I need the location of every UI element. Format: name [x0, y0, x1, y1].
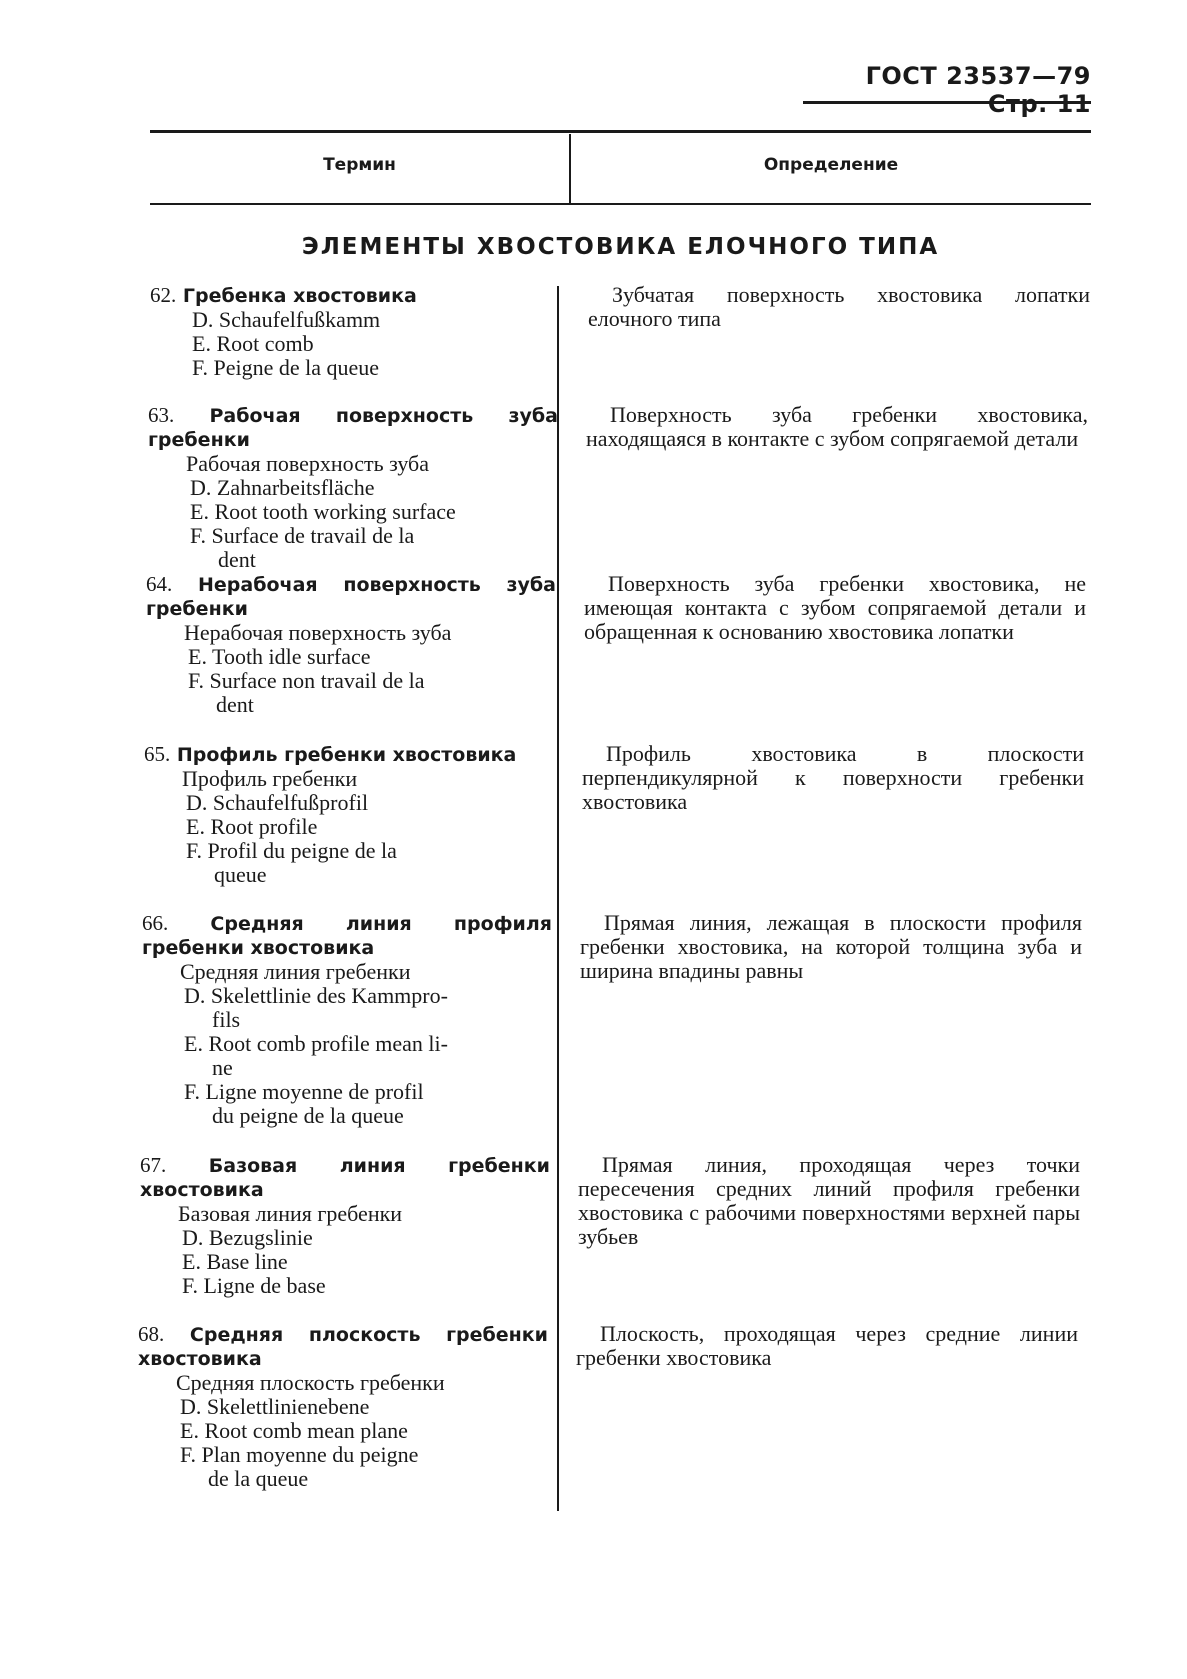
term-line: dent — [218, 547, 256, 572]
term-title: 63. Рабочая поверхность зуба гребенки — [148, 403, 558, 451]
term-line: D. Bezugslinie — [182, 1225, 313, 1250]
term-title: 66. Средняя линия профиля гребенки хвостовика — [142, 911, 552, 959]
term-line: F. Surface non travail de la — [188, 668, 425, 693]
term-definition: Прямая линия, проходящая через точки пересечения средних линий профиля гребенки хвостовика с рабочими поверхностями верхней пары зубьев — [578, 1152, 1080, 1249]
term-line: E. Root profile — [186, 814, 318, 839]
term-line: du peigne de la queue — [212, 1103, 404, 1128]
term-line: E. Root tooth working surface — [190, 499, 456, 524]
term-title: 62. Гребенка хвостовика — [150, 283, 417, 307]
term-line: E. Root comb mean plane — [180, 1418, 408, 1443]
table-top-rule — [150, 130, 1091, 133]
column-header-definition: Определение — [763, 155, 899, 175]
term-title: 68. Средняя плоскость гребенки хвостовика — [138, 1322, 548, 1370]
term-line: F. Ligne moyenne de profil — [184, 1079, 424, 1104]
term-line: E. Root comb profile mean li- — [184, 1031, 448, 1056]
term-definition: Поверхность зуба гребенки хвостовика, не имеющая контакта с зубом сопрягаемой детали и обращенная к основанию хвостовика лопатки — [584, 571, 1086, 644]
term-line: Средняя линия гребенки — [180, 959, 411, 984]
term-line: D. Skelettlinie des Kammpro- — [184, 983, 448, 1008]
term-line: Базовая линия гребенки — [178, 1201, 403, 1226]
term-line: F. Ligne de base — [182, 1273, 326, 1298]
term-title: 64. Нерабочая поверхность зуба гребенки — [146, 572, 556, 620]
term-definition: Поверхность зуба гребенки хвостовика, находящаяся в контакте с зубом сопрягаемой детали — [586, 402, 1088, 451]
column-header-term: Термин — [323, 155, 396, 175]
term-line: E. Root comb — [192, 331, 314, 356]
term-definition: Зубчатая поверхность хвостовика лопатки елочного типа — [588, 282, 1090, 331]
term-line: E. Tooth idle surface — [188, 644, 371, 669]
term-line: Рабочая поверхность зуба — [186, 451, 429, 476]
section-title: ЭЛЕМЕНТЫ ХВОСТОВИКА ЕЛОЧНОГО ТИПА — [301, 234, 940, 260]
term-line: Профиль гребенки — [182, 766, 358, 791]
term-line: dent — [216, 692, 254, 717]
term-line: F. Peigne de la queue — [192, 355, 380, 380]
term-line: de la queue — [208, 1466, 309, 1491]
term-definition: Профиль хвостовика в плоскости перпендикулярной к поверхности гребенки хвостовика — [582, 741, 1084, 814]
term-line: F. Profil du peigne de la — [186, 838, 397, 863]
term-line: D. Zahnarbeitsfläche — [190, 475, 375, 500]
term-line: F. Plan moyenne du peigne — [180, 1442, 419, 1467]
term-line: D. Schaufelfußprofil — [186, 790, 369, 815]
term-line: D. Schaufelfußkamm — [192, 307, 381, 332]
page-header: ГОСТ 23537—79 Стр. 11 — [865, 62, 1091, 118]
term-definition: Плоскость, проходящая через средние линии гребенки хвостовика — [576, 1321, 1078, 1370]
term-line: fils — [212, 1007, 241, 1032]
term-line: E. Base line — [182, 1249, 288, 1274]
term-line: F. Surface de travail de la — [190, 523, 415, 548]
term-line: queue — [214, 862, 267, 887]
term-line: Средняя плоскость гребенки — [176, 1370, 445, 1395]
table-header-bottom-rule — [150, 203, 1091, 205]
term-title: 65. Профиль гребенки хвостовика — [144, 742, 517, 766]
term-line: Нерабочая поверхность зуба — [184, 620, 452, 645]
term-definition: Прямая линия, лежащая в плоскости профиля гребенки хвостовика, на которой толщина зуба и ширина впадины равны — [580, 910, 1082, 983]
term-title: 67. Базовая линия гребенки хвостовика — [140, 1153, 550, 1201]
term-line: ne — [212, 1055, 233, 1080]
term-line: D. Skelettlinienebene — [180, 1394, 370, 1419]
header-rule — [803, 101, 1091, 104]
